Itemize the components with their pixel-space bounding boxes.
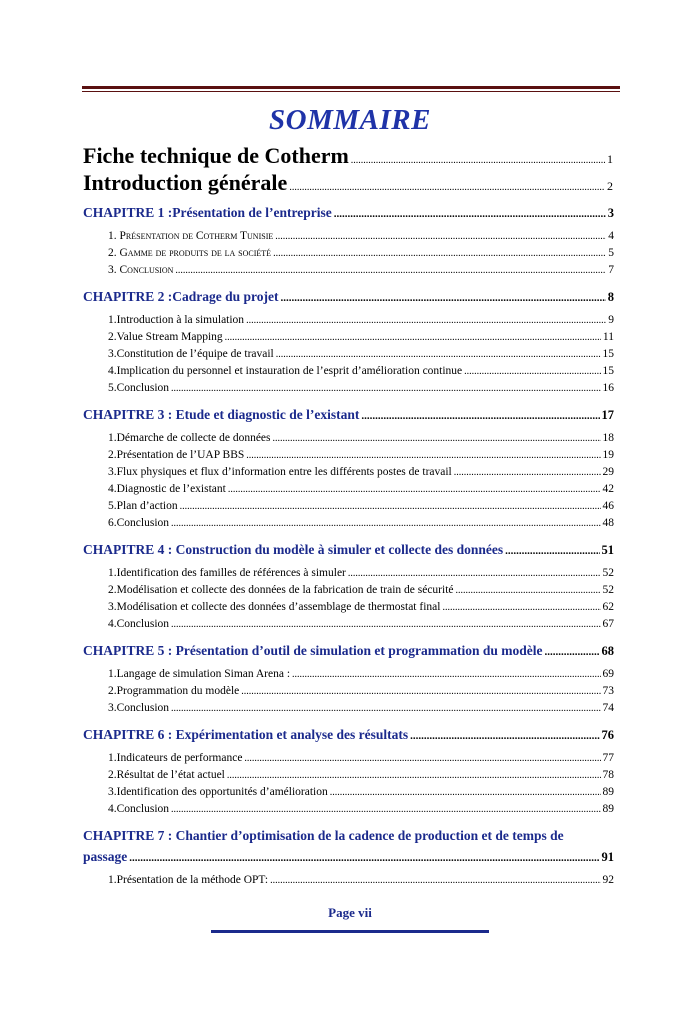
leader-dots [171,619,600,630]
item-page: 52 [602,584,614,596]
toc-item[interactable] [108,500,614,512]
item-page: 9 [608,314,614,326]
chapter-label: CHAPITRE 1 :Présentation de l’entreprise [83,205,332,220]
chapter-label: CHAPITRE 2 :Cadrage du projet [83,289,279,304]
leader-dots [171,804,600,815]
item-label: 3.Constitution de l’équipe de travail [108,348,274,360]
item-label: 5.Plan d’action [108,500,178,512]
leader-dots [241,686,600,697]
item-page: 78 [602,769,614,781]
item-label: 3. Conclusion [108,264,174,276]
toc-chapter-3[interactable] [83,407,614,423]
leader-dots [180,501,601,512]
leader-dots [545,646,600,658]
leader-dots [410,730,599,742]
item-label: 5.Conclusion [108,382,170,394]
toc-chapter-6[interactable] [83,727,614,743]
toc-item[interactable] [108,449,614,461]
toc-item[interactable] [108,567,614,579]
item-page: 15 [602,365,614,377]
page-title: SOMMAIRE [269,104,431,136]
toc-item[interactable] [108,702,614,714]
item-label: 2.Présentation de l’UAP BBS [108,449,245,461]
chapter-label-continued: passage [83,849,128,864]
chapter-page: 3 [607,206,614,220]
leader-dots [442,602,600,613]
toc-entry-introduction[interactable] [83,170,613,196]
item-page: 62 [602,601,614,613]
item-page: 92 [602,874,614,886]
item-label: 3.Conclusion [108,702,170,714]
leader-dots [289,182,605,193]
toc-entry-label: Introduction générale [83,170,288,195]
leader-dots [456,585,601,596]
item-label: 3.Identification des opportunités d’amélioration [108,786,328,798]
chapter-page: 17 [601,408,614,422]
toc-chapter-2[interactable] [83,289,614,305]
item-page: 19 [602,449,614,461]
item-page: 18 [602,432,614,444]
item-page: 15 [602,348,614,360]
item-label: 2. Gamme de produits de la société [108,247,272,259]
item-page: 77 [602,752,614,764]
item-label: 2.Modélisation et collecte des données de la fabrication de train de sécurité [108,584,454,596]
leader-dots [348,568,601,579]
toc-item[interactable] [108,483,614,495]
item-page: 4 [608,230,614,242]
item-page: 73 [602,685,614,697]
item-page: 29 [602,466,614,478]
leader-dots [246,450,600,461]
leader-dots [464,366,600,377]
chapter-label: CHAPITRE 7 : Chantier d’optimisation de la cadence de production et de temps de [83,828,564,843]
item-label: 1.Langage de simulation Siman Arena : [108,668,291,680]
top-rule-thin [82,91,620,92]
top-rule [82,86,620,89]
toc-entry-fiche-technique[interactable] [83,143,613,169]
item-page: 67 [602,618,614,630]
item-page: 11 [602,331,614,343]
item-label: 4.Diagnostic de l’existant [108,483,226,495]
toc-item[interactable] [108,432,614,444]
chapter-label: CHAPITRE 4 : Construction du modèle à simuler et collecte des données [83,542,504,557]
chapter-page: 68 [601,644,614,658]
toc-item[interactable] [108,769,614,781]
toc-item[interactable] [108,786,614,798]
item-page: 7 [608,264,614,276]
leader-dots [270,875,600,886]
leader-dots [275,231,606,242]
toc-item[interactable] [108,618,614,630]
item-page: 5 [608,247,614,259]
item-page: 48 [602,517,614,529]
chapter-label: CHAPITRE 6 : Expérimentation et analyse des résultats [83,727,409,742]
item-label: 4.Conclusion [108,803,170,815]
item-label: 6.Conclusion [108,517,170,529]
toc-item[interactable] [108,668,614,680]
leader-dots [273,248,606,259]
toc-entry-page: 2 [607,179,613,193]
toc-item[interactable] [108,874,614,886]
toc-item[interactable] [108,466,614,478]
item-page: 42 [602,483,614,495]
leader-dots [171,703,600,714]
toc-item[interactable] [108,230,614,242]
item-label: 3.Modélisation et collecte des données d’assemblage de thermostat final [108,601,441,613]
item-page: 52 [602,567,614,579]
item-label: 1. Présentation de Cotherm Tunisie [108,230,274,242]
leader-dots [330,787,601,798]
item-label: 1.Démarche de collecte de données [108,432,271,444]
leader-dots [171,383,600,394]
toc-item[interactable] [108,803,614,815]
toc-chapter-5[interactable] [83,643,614,659]
item-label: 1.Présentation de la méthode OPT: [108,874,269,886]
item-label: 1.Introduction à la simulation [108,314,245,326]
leader-dots [276,349,601,360]
toc-item[interactable] [108,314,614,326]
bottom-rule [211,930,489,933]
toc-chapter-7-line1[interactable] [83,828,614,844]
leader-dots [281,292,606,304]
toc-item[interactable] [108,247,614,259]
item-label: 3.Flux physiques et flux d’information entre les différents postes de travail [108,466,452,478]
leader-dots [244,753,600,764]
chapter-page: 51 [601,543,614,557]
toc-item[interactable] [108,685,614,697]
item-page: 46 [602,500,614,512]
leader-dots [273,433,601,444]
leader-dots [228,484,601,495]
toc-entry-label: Fiche technique de Cotherm [83,143,349,168]
toc-item[interactable] [108,601,614,613]
toc-item[interactable] [108,331,614,343]
toc-item[interactable] [108,348,614,360]
item-label: 2.Résultat de l’état actuel [108,769,225,781]
toc-chapter-7-line2[interactable] [83,849,614,865]
leader-dots [225,332,601,343]
toc-item[interactable] [108,264,614,276]
item-page: 69 [602,668,614,680]
leader-dots [454,467,601,478]
toc-item[interactable] [108,584,614,596]
item-page: 74 [602,702,614,714]
item-label: 2.Value Stream Mapping [108,331,223,343]
leader-dots [129,852,599,864]
item-page: 89 [602,786,614,798]
toc-item[interactable] [108,517,614,529]
leader-dots [246,315,606,326]
toc-item[interactable] [108,365,614,377]
leader-dots [361,410,599,422]
chapter-page: 8 [607,290,614,304]
leader-dots [227,770,601,781]
chapter-page: 76 [601,728,614,742]
item-label: 4.Implication du personnel et instauration de l’esprit d’amélioration continue [108,365,463,377]
toc-item[interactable] [108,382,614,394]
item-label: 1.Identification des familles de références à simuler [108,567,346,579]
toc-entry-page: 1 [607,152,613,166]
item-page: 89 [602,803,614,815]
chapter-page: 91 [601,850,614,864]
toc-chapter-1[interactable] [83,205,614,221]
leader-dots [171,518,600,529]
chapter-label: CHAPITRE 5 : Présentation d’outil de simulation et programmation du modèle [83,643,543,658]
leader-dots [292,669,600,680]
item-label: 2.Programmation du modèle [108,685,240,697]
item-label: 1.Indicateurs de performance [108,752,243,764]
leader-dots [505,545,599,557]
leader-dots [351,155,605,166]
chapter-label: CHAPITRE 3 : Etude et diagnostic de l’existant [83,407,360,422]
toc-item[interactable] [108,752,614,764]
toc-chapter-4[interactable] [83,542,614,558]
leader-dots [334,208,606,220]
leader-dots [175,265,606,276]
page-number: Page vii [328,905,372,920]
item-label: 4.Conclusion [108,618,170,630]
item-page: 16 [602,382,614,394]
